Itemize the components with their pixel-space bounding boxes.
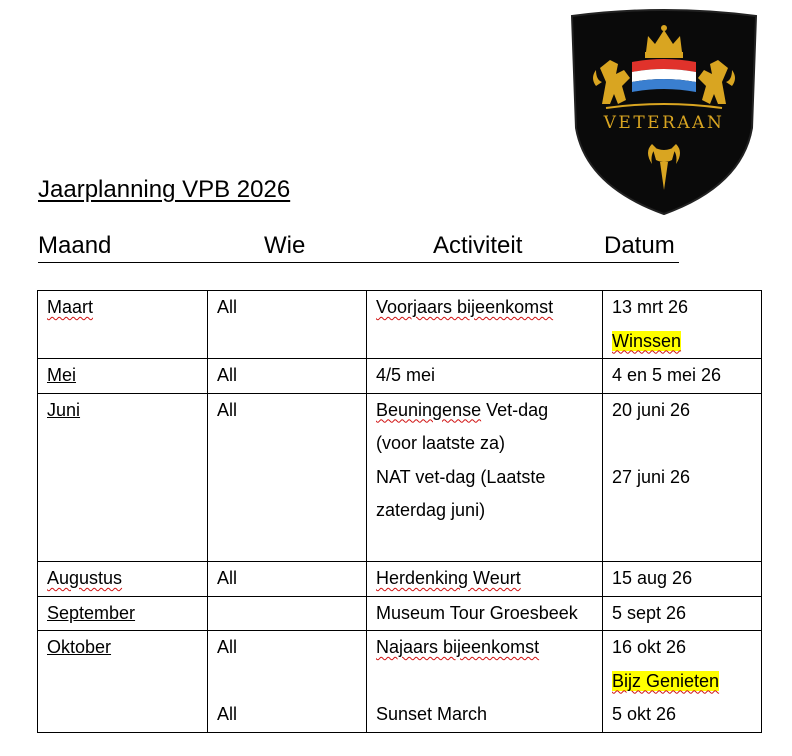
who-cell: All — [217, 637, 238, 657]
veteraan-logo — [566, 8, 762, 220]
table-row — [38, 359, 762, 394]
table-row — [38, 291, 762, 359]
activity-cell: Najaars bijeenkomst — [376, 637, 540, 657]
date-cell: 20 juni 26 — [612, 399, 691, 420]
date-cell: 5 sept 26 — [612, 602, 687, 623]
who-cell: All — [217, 704, 238, 724]
header-wie: Wie — [264, 232, 306, 259]
activity-cell: Sunset March — [376, 704, 488, 724]
who-cell: All — [217, 365, 238, 385]
activity-cell: zaterdag juni) — [376, 500, 486, 520]
month-cell: Mei — [47, 365, 77, 385]
date-cell: 13 mrt 26 — [612, 297, 689, 317]
flag-icon — [632, 59, 696, 92]
date-note: Bijz Genieten — [612, 670, 720, 691]
activity-cell: Museum Tour Groesbeek — [376, 602, 578, 623]
column-headers — [38, 232, 679, 263]
date-cell: 27 juni 26 — [612, 466, 691, 487]
table-row — [38, 596, 762, 631]
month-cell: Maart — [47, 297, 94, 317]
header-maand: Maand — [38, 232, 112, 259]
activity-cell: Voorjaars bijeenkomst — [376, 297, 554, 317]
activity-cell: NAT vet-dag (Laatste — [376, 466, 546, 487]
header-datum: Datum — [604, 232, 675, 259]
activity-cell: Vet-dag — [486, 399, 549, 420]
table-row — [38, 393, 762, 562]
month-cell: Augustus — [47, 568, 123, 588]
header-activiteit: Activiteit — [433, 232, 523, 259]
activity-cell: (voor laatste za) — [376, 433, 506, 453]
month-cell: Oktober — [47, 637, 112, 657]
table-row — [38, 631, 762, 733]
planning-table — [37, 290, 762, 733]
logo-text: VETERAAN — [603, 113, 725, 133]
activity-cell: 4/5 mei — [376, 365, 436, 385]
page-title: Jaarplanning VPB 2026 — [38, 176, 291, 203]
who-cell: All — [217, 568, 238, 588]
who-cell: All — [217, 297, 238, 317]
activity-cell: Beuningense — [376, 399, 482, 420]
month-cell: Juni — [47, 399, 81, 420]
month-cell: September — [47, 602, 136, 623]
who-cell: All — [217, 399, 238, 420]
date-cell: 5 okt 26 — [612, 704, 677, 724]
date-cell: 4 en 5 mei 26 — [612, 365, 722, 385]
table-row — [38, 562, 762, 597]
date-cell: 15 aug 26 — [612, 568, 693, 588]
activity-cell: Herdenking Weurt — [376, 568, 521, 588]
date-note: Winssen — [612, 330, 682, 351]
date-cell: 16 okt 26 — [612, 637, 687, 657]
